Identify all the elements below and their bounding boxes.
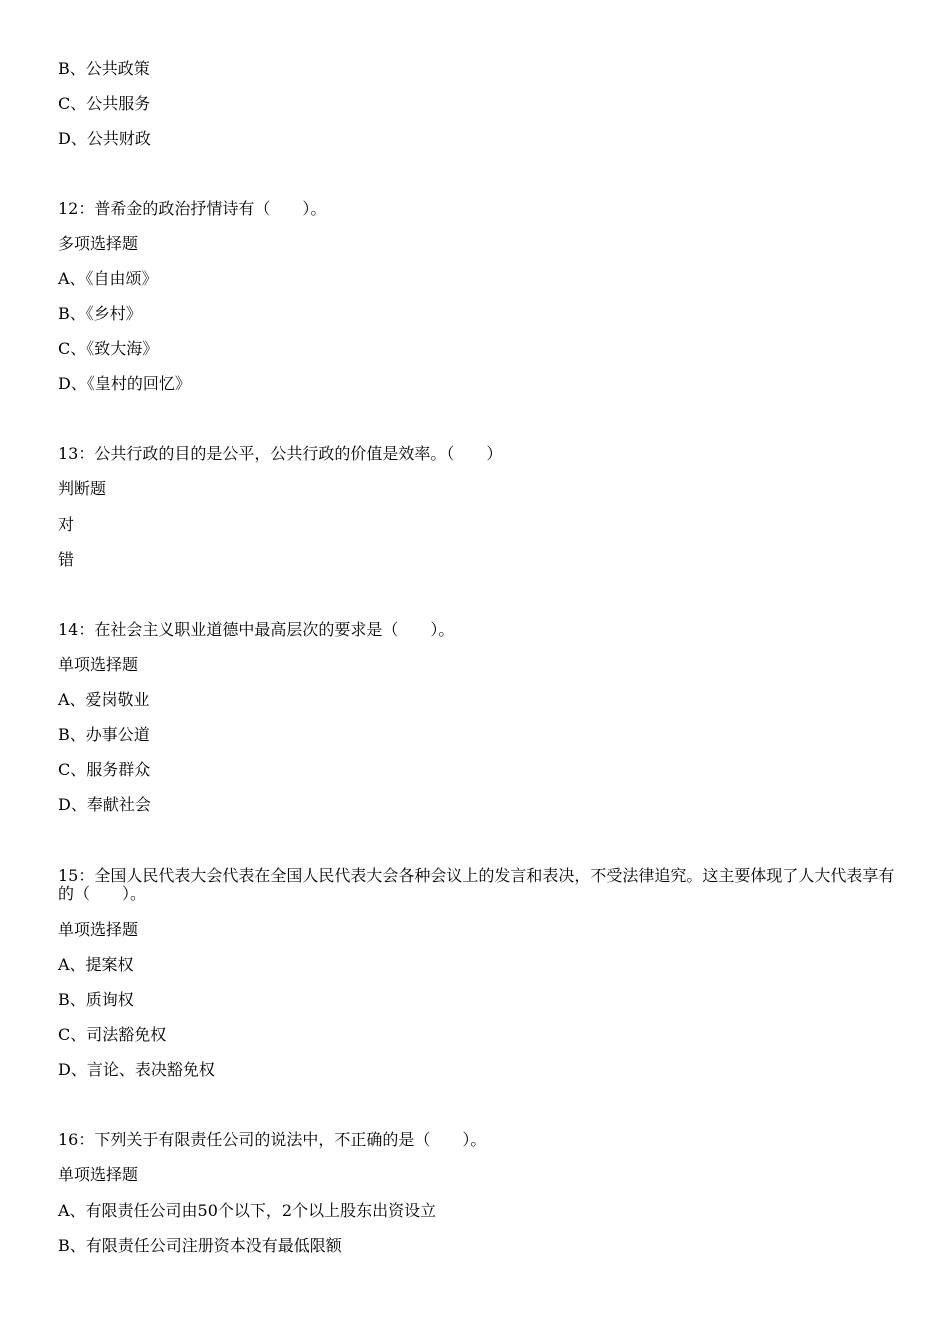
q14-option-a: A、爱岗敬业 [58, 690, 150, 709]
q13-option-false: 错 [58, 550, 75, 569]
q12-option-b: B、《乡村》 [58, 304, 142, 323]
q15-option-c: C、司法豁免权 [58, 1025, 167, 1044]
q16-option-a: A、有限责任公司由50个以下，2个以上股东出资设立 [58, 1201, 437, 1220]
q16-option-b: B、有限责任公司注册资本没有最低限额 [58, 1236, 342, 1255]
q16-stem: 16：下列关于有限责任公司的说法中，不正确的是（ ）。 [58, 1130, 487, 1149]
q12-option-c: C、《致大海》 [58, 339, 159, 358]
q15-stem: 15：全国人民代表大会代表在全国人民代表大会各种会议上的发言和表决，不受法律追究。这主要体现了人大代表享有的（ ）。 [58, 866, 895, 903]
q16-type: 单项选择题 [58, 1165, 139, 1184]
q12-option-a: A、《自由颂》 [58, 269, 158, 288]
q12-type: 多项选择题 [58, 234, 139, 253]
q13-type: 判断题 [58, 479, 107, 498]
q11-option-d: D、公共财政 [58, 129, 151, 148]
q15-option-d: D、言论、表决豁免权 [58, 1060, 215, 1079]
q14-option-d: D、奉献社会 [58, 795, 151, 814]
q15-option-b: B、质询权 [58, 990, 134, 1009]
q14-type: 单项选择题 [58, 655, 139, 674]
q14-option-c: C、服务群众 [58, 760, 151, 779]
q12-stem: 12：普希金的政治抒情诗有（ ）。 [58, 199, 327, 218]
q14-stem: 14：在社会主义职业道德中最高层次的要求是（ ）。 [58, 620, 455, 639]
q13-stem: 13：公共行政的目的是公平，公共行政的价值是效率。（ ） [58, 444, 503, 463]
q15-type: 单项选择题 [58, 920, 139, 939]
q12-option-d: D、《皇村的回忆》 [58, 374, 191, 393]
q11-option-c: C、公共服务 [58, 94, 151, 113]
q11-option-b: B、公共政策 [58, 59, 150, 78]
q14-option-b: B、办事公道 [58, 725, 150, 744]
q13-option-true: 对 [58, 515, 75, 534]
q15-option-a: A、提案权 [58, 955, 134, 974]
